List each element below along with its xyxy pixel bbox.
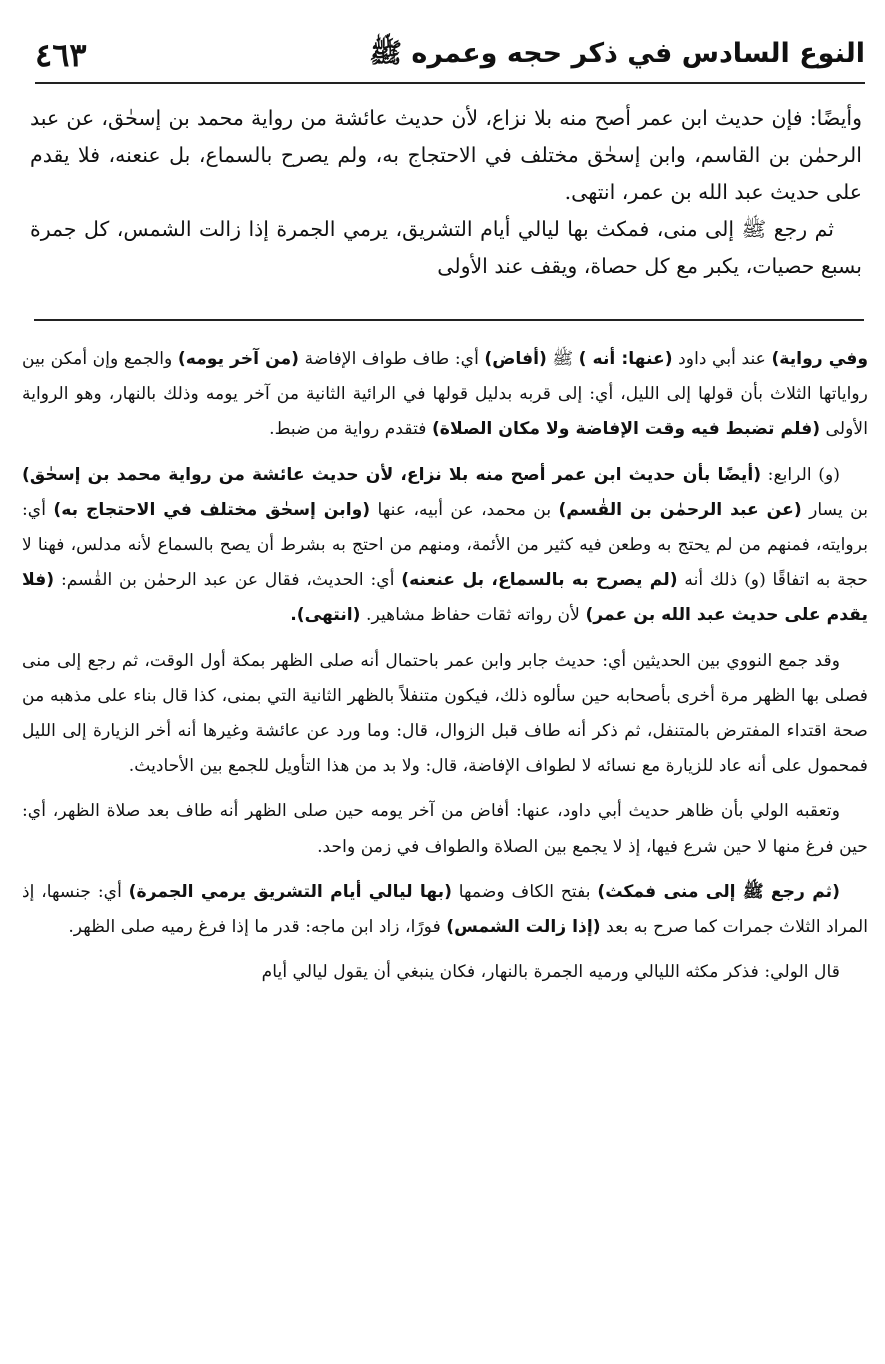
commentary-paragraph: وقد جمع النووي بين الحديثين أي: حديث جابر وابن عمر باحتمال أنه صلى الظهر بمكة أول الوقت، ثم رجع إلى منى فصلى بها الظهر مرة أخرى بأصحابه حين سألوه ذلك، فيكون متنفلاً بالظهر الثانية التي بمنى، كذا قال بناء على مذهبه من صحة اقتداء المفترض بالمتنفل، ثم ذكر أنه طاف قبل الزوال، قال: وما ورد عن عائشة وغيرها أنه أخر الزيارة إلى الليل فمحمول على أنه عاد للزيارة مع نسائه لا لطواف الإفاضة، قال: ولا بد من هذا التأويل للجمع بين الأحاديث. xyxy=(22,650,868,777)
commentary xyxy=(22,342,868,1000)
commentary-text: بن محمد، عن أبيه، عنها xyxy=(370,499,559,520)
commentary-text: فتقدم رواية من ضبط. xyxy=(269,419,432,440)
commentary-text: (و) الرابع: xyxy=(761,464,840,485)
commentary-paragraph xyxy=(22,875,868,945)
commentary-text: ﷺ xyxy=(546,349,579,369)
quoted-matn-text: (وابن إسحٰق مختلف في الاحتجاج به) xyxy=(53,499,371,520)
text-divider xyxy=(34,319,864,321)
quoted-matn-text: (لم يصرح به بالسماع، بل عنعنه) xyxy=(401,570,678,591)
quoted-matn-text: (عنها: أنه ) xyxy=(578,349,673,369)
quoted-matn-text: (عن عبد الرحمٰن بن القٰسم) xyxy=(558,499,802,520)
main-paragraph: وأيضًا: فإن حديث ابن عمر أصح منه بلا نزاع، لأن حديث عائشة من رواية محمد بن إسحٰق، عن عبد الرحمٰن بن القاسم، وابن إسحٰق مختلف في الاحتجاج به، ولم يصرح بالسماع، بل عنعنه، فلا يقدم على حديث عبد الله بن عمر، انتهى. xyxy=(30,106,862,204)
quoted-matn-text: (فلا يقدم على حديث عبد الله بن عمر) xyxy=(22,570,868,626)
quoted-matn-text: (فلم تضبط فيه وقت الإفاضة ولا مكان الصلاة) xyxy=(431,419,821,440)
running-title: النوع السادس في ذكر حجه وعمره ﷺ xyxy=(369,38,865,69)
quoted-matn-text: وفي رواية) xyxy=(771,349,869,369)
commentary-text: أي: الحديث، فقال عن عبد الرحمٰن بن القٰسم: xyxy=(54,570,402,591)
commentary-text: بفتح الكاف وضمها xyxy=(451,881,598,902)
commentary-text: أي: جنسها، إذ المراد الثلاث جمرات كما صرح به بعد xyxy=(22,881,868,938)
page-header xyxy=(35,28,865,90)
header-rule xyxy=(35,82,865,84)
quoted-matn-text: (بها ليالي أيام التشريق يرمي الجمرة) xyxy=(128,881,452,902)
page-number: ٤٦٣ xyxy=(35,36,87,74)
main-paragraph: ثم رجع ﷺ إلى منى، فمكث بها ليالي أيام التشريق، يرمي الجمرة إذا زالت الشمس، كل جمرة بسبع حصيات، يكبر مع كل حصاة، ويقف عند الأولى xyxy=(30,217,862,278)
commentary-paragraph xyxy=(22,342,868,448)
quoted-matn-text: (إذا زالت الشمس) xyxy=(446,917,601,938)
quoted-matn-text: (ثم رجع ﷺ إلى منى فمكث) xyxy=(597,881,840,902)
commentary-text: عند أبي داود xyxy=(672,349,772,369)
main-text xyxy=(30,100,862,285)
quoted-matn-text: (من آخر يومه) xyxy=(177,349,300,369)
commentary-text: فورًا، زاد ابن ماجه: قدر ما إذا فرغ رميه صلى الظهر. xyxy=(68,917,447,938)
commentary-text: والجمع وإن أمكن بين رواياتها الثلاث بأن قولها إلى الليل، أي: إلى قربه بدليل قولها في الرائية الثانية من آخر يومه وذلك بالنهار، وهو الرواية الأولى xyxy=(22,349,868,440)
quoted-matn-text: (أيضًا بأن حديث ابن عمر أصح منه بلا نزاع، لأن حديث عائشة من رواية محمد بن إسحٰق) xyxy=(22,464,762,485)
commentary-text: أي: طاف طواف الإفاضة xyxy=(299,349,485,369)
commentary-paragraph: وتعقبه الولي بأن ظاهر حديث أبي داود، عنها: أفاض من آخر يومه حين صلى الظهر أنه طاف بعد صلاة الظهر، أي: حين فرغ منها لا حين شرع فيها، إذ لا يجمع بين الصلاة والطواف في زمن واحد. xyxy=(22,801,868,857)
commentary-text: لأن رواته ثقات حفاظ مشاهير. xyxy=(360,605,586,626)
commentary-paragraph: قال الولي: فذكر مكثه الليالي ورميه الجمرة بالنهار، فكان ينبغي أن يقول ليالي أيام xyxy=(261,962,840,983)
quoted-matn-text: (أفاض) xyxy=(484,349,547,369)
commentary-paragraph xyxy=(22,458,868,634)
commentary-text: أي: بروايته، فمنهم من لم يحتج به وطعن فيه كثير من الأئمة، ومنهم من احتج به بشرط أن يصح بالسماع لأنه مدلس، فهنا لا حجة به اتفاقًا (و) ذلك أنه xyxy=(22,499,868,591)
quoted-matn-text: (انتهى). xyxy=(290,605,361,626)
commentary-text: بن يسار xyxy=(801,499,869,520)
